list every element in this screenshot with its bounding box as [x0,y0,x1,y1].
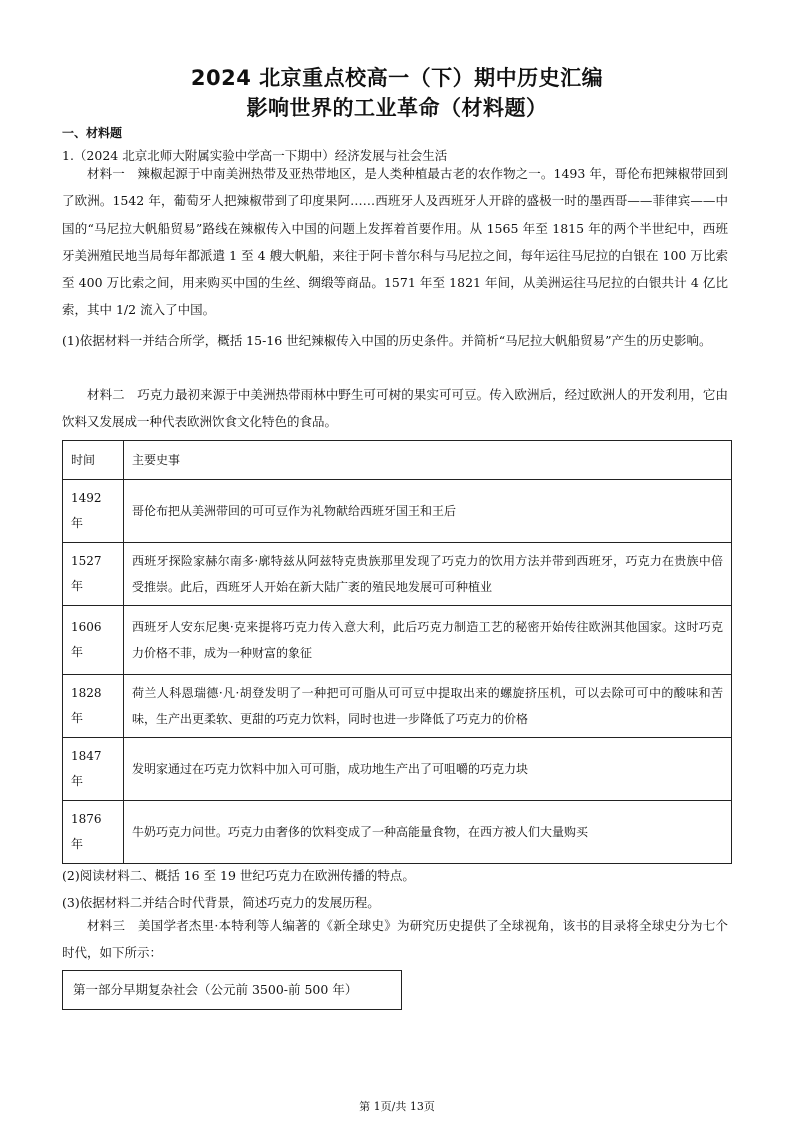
material-two-paragraph: 材料二 巧克力最初来源于中美洲热带雨林中野生可可树的果实可可豆。传入欧洲后，经过欧洲人的开发利用，它由饮料又发展成一种代表欧洲饮食文化特色的食品。 [62,387,728,430]
table-row [63,801,732,864]
sub-question-1: (1)依据材料一并结合所学，概括 15-16 世纪辣椒传入中国的历史条件。并简析“马尼拉大帆船贸易”产生的历史影响。 [62,333,712,348]
section-heading: 一、材料题 [62,126,123,140]
document-title-line2: 影响世界的工业革命（材料题） [246,96,548,120]
material-three-paragraph: 材料三 美国学者杰里·本特利等人编著的《新全球史》为研究历史提供了全球视角，该书的目录将全球史分为七个时代，如下所示： [62,918,728,961]
sub-question-3: (3)依据材料二并结合时代背景，简述巧克力的发展历程。 [62,895,380,910]
table-cell-year [63,480,124,543]
table-row [63,606,732,675]
material-one-paragraph: 材料一 辣椒起源于中南美洲热带及亚热带地区，是人类种植最古老的农作物之一。1493 年，哥伦布把辣椒带回到了欧洲。1542 年，葡萄牙人把辣椒带到了印度果阿……西班牙人及西班牙人开辟的盛极一时的墨西哥——菲律宾——中国的“马尼拉大帆船贸易”路线在辣椒传入中国的问题上发挥着首要作用。从 1565 年至 1815 年的两个半世纪中，西班牙美洲殖民地当局每年都派遣 1 至 4 艘大帆船，来往于阿卡普尔科与马尼拉之间，每年运往马尼拉的白银在 100 万比索至 400 万比索之间，用来购买中国的生丝、绸缎等商品。1571 年至 1821 年间，从美洲运往马尼拉的白银共计 4 亿比索，其中 1/2 流入了中国。 [62,166,728,318]
year-suffix: 年 [71,774,84,788]
year-number: 1847 [71,749,102,763]
table-cell-event: 牛奶巧克力问世。巧克力由奢侈的饮料变成了一种高能量食物，在西方被人们大量购买 [124,801,732,864]
year-number: 1876 [71,812,102,826]
year-number: 1492 [71,491,102,505]
table-row [63,543,732,606]
table-cell-event: 西班牙探险家赫尔南多·廓特兹从阿兹特克贵族那里发现了巧克力的饮用方法并带到西班牙，巧克力在贵族中倍受推崇。此后，西班牙人开始在新大陆广袤的殖民地发展可可种植业 [124,543,732,606]
history-events-table [62,440,732,864]
year-number: 1527 [71,554,102,568]
year-suffix: 年 [71,516,84,530]
table-row [63,480,732,543]
year-suffix: 年 [71,579,84,593]
table-row [63,675,732,738]
table-cell-year [63,543,124,606]
year-number: 1828 [71,686,102,700]
table-cell-event: 发明家通过在巧克力饮料中加入可可脂，成功地生产出了可咀嚼的巧克力块 [124,738,732,801]
table-cell-year [63,801,124,864]
table-cell-year [63,738,124,801]
year-suffix: 年 [71,837,84,851]
year-number: 1606 [71,620,102,634]
question-stem: 1.（2024 北京北师大附属实验中学高一下期中）经济发展与社会生活 [62,148,448,163]
table-cell-event: 荷兰人科恩瑞德·凡·胡登发明了一种把可可脂从可可豆中提取出来的螺旋挤压机，可以去除可可中的酸味和苦味，生产出更柔软、更甜的巧克力饮料，同时也进一步降低了巧克力的价格 [124,675,732,738]
table-cell-event: 西班牙人安东尼奥·克来提将巧克力传入意大利，此后巧克力制造工艺的秘密开始传往欧洲其他国家。这时巧克力价格不菲，成为一种财富的象征 [124,606,732,675]
table-header-time: 时间 [63,441,124,480]
table-of-contents-box: 第一部分早期复杂社会（公元前 3500-前 500 年） [62,970,402,1010]
table-cell-year [63,606,124,675]
table-cell-year [63,675,124,738]
table-row [63,738,732,801]
page-number-footer: 第 1页/共 13页 [359,1100,435,1113]
year-suffix: 年 [71,711,84,725]
table-header-row [63,441,732,480]
table-cell-event: 哥伦布把从美洲带回的可可豆作为礼物献给西班牙国王和王后 [124,480,732,543]
document-title-line1: 2024 北京重点校高一（下）期中历史汇编 [190,66,604,90]
year-suffix: 年 [71,645,84,659]
sub-question-2: (2)阅读材料二、概括 16 至 19 世纪巧克力在欧洲传播的特点。 [62,868,415,883]
table-header-event: 主要史事 [124,441,732,480]
